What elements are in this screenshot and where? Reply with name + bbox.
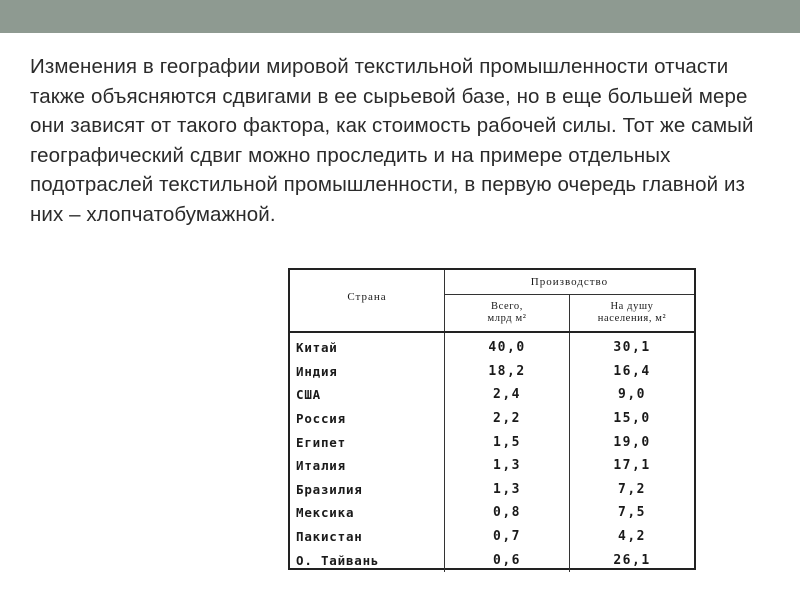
- table-row: [290, 383, 694, 407]
- total-cell: 2,2: [445, 407, 570, 431]
- country-cell: О. Тайвань: [290, 548, 445, 572]
- country-cell: Россия: [290, 407, 445, 431]
- per-capita-cell: 16,4: [613, 363, 651, 379]
- total-cell: 1,5: [445, 430, 570, 454]
- country-cell: Китай: [290, 332, 445, 360]
- total-cell: 1,3: [445, 454, 570, 478]
- country-cell: Индия: [290, 360, 445, 384]
- table-row: [290, 332, 694, 360]
- country-cell: Италия: [290, 454, 445, 478]
- total-cell: 1,3: [445, 478, 570, 502]
- header-total-line2: млрд м²: [487, 313, 527, 324]
- production-table: [288, 268, 696, 570]
- total-cell: 40,0: [445, 332, 570, 360]
- country-cell: Мексика: [290, 501, 445, 525]
- per-capita-cell: 9,0: [618, 387, 646, 403]
- table-row: [290, 501, 694, 525]
- table-row: [290, 548, 694, 572]
- total-cell: 2,4: [445, 383, 570, 407]
- per-capita-cell: 7,2: [618, 481, 646, 497]
- header-total-line1: Всего,: [491, 301, 523, 312]
- total-cell: 0,8: [445, 501, 570, 525]
- header-production: Производство: [445, 270, 695, 295]
- table-row: [290, 360, 694, 384]
- table-row: [290, 478, 694, 502]
- per-capita-cell: 17,1: [613, 458, 651, 474]
- table-row: [290, 407, 694, 431]
- header-per-capita: [570, 295, 695, 333]
- per-capita-cell: 7,5: [618, 505, 646, 521]
- slide-paragraph: Изменения в географии мировой текстильной промышленности отчасти также объясняются сдвигами в ее сырьевой базе, но в еще большей мере они зависят от такого фактора, как стоимость рабочей силы. Тот же самый географический сдвиг можно проследить и на примере отдельных подотраслей текстильной промышленности, в первую очередь главной из них – хлопчатобумажной.: [30, 55, 754, 226]
- total-cell: 0,6: [445, 548, 570, 572]
- per-capita-cell: 30,1: [613, 340, 651, 356]
- header-per-capita-line2: населения, м²: [597, 313, 667, 324]
- per-capita-cell: 19,0: [613, 434, 651, 450]
- header-country: Страна: [290, 270, 445, 332]
- slide-header-bar: [0, 0, 800, 33]
- per-capita-cell: 4,2: [618, 529, 646, 545]
- country-cell: Пакистан: [290, 525, 445, 549]
- table-row: [290, 454, 694, 478]
- country-cell: Египет: [290, 430, 445, 454]
- header-per-capita-line1: На душу: [610, 301, 654, 312]
- per-capita-cell: 15,0: [613, 411, 651, 427]
- table-row: [290, 525, 694, 549]
- total-cell: 0,7: [445, 525, 570, 549]
- per-capita-cell: 26,1: [613, 552, 651, 568]
- total-cell: 18,2: [445, 360, 570, 384]
- table-row: [290, 430, 694, 454]
- country-cell: Бразилия: [290, 478, 445, 502]
- country-cell: США: [290, 383, 445, 407]
- header-total: [445, 295, 570, 333]
- table-body: [290, 332, 694, 572]
